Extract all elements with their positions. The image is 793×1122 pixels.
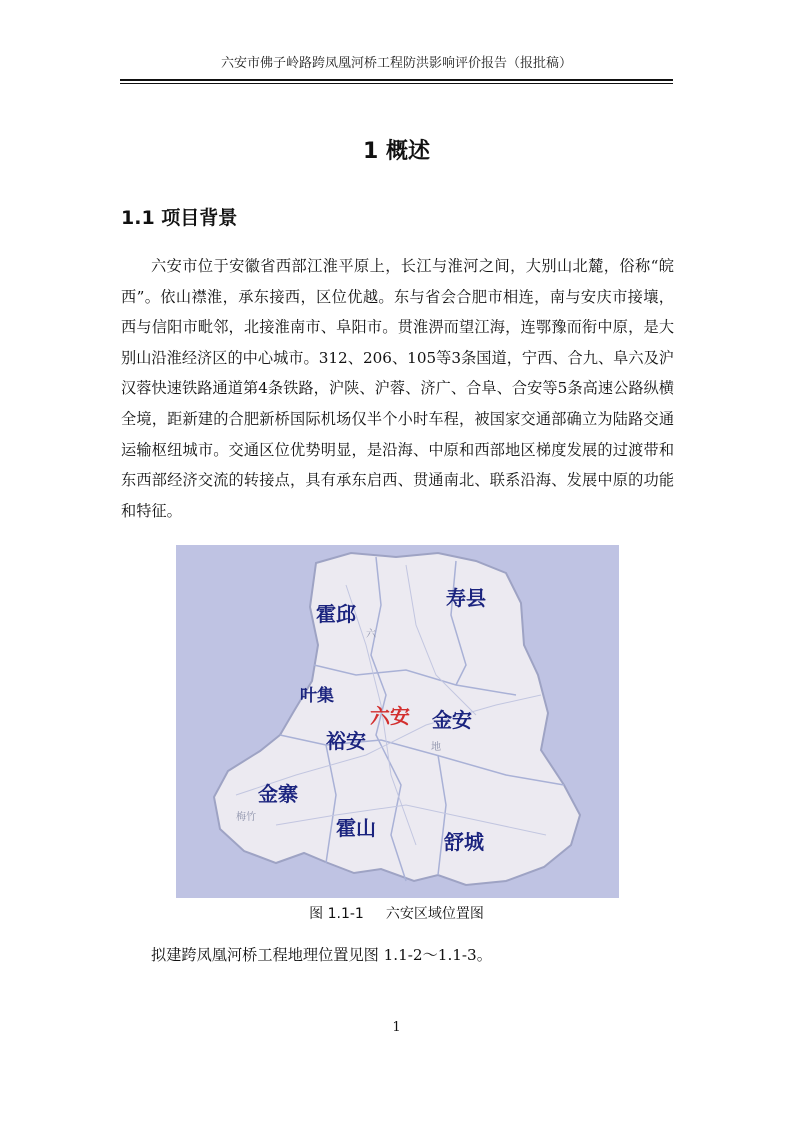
- luan-region-map: [176, 545, 619, 898]
- page-number: 1: [392, 1020, 401, 1035]
- map-faint-label: 六: [366, 629, 376, 640]
- label-yuan: 裕安: [326, 729, 366, 753]
- body-paragraph: 六安市位于安徽省西部江淮平原上，长江与淮河之间，大别山北麓，俗称“皖西”。依山襟淮，承东接西，区位优越。东与省会合肥市相连，南与安庆市接壤，西与信阳市毗邻，北接淮南市、阜阳市。贯淮淠而望江海，连鄂豫而衔中原，是大别山沿淮经济区的中心城市。312、206、105等3条国道，宁西、合九、阜六及沪汉蓉快速铁路通道第4条铁路，沪陕、沪蓉、济广、合阜、合安等5条高速公路纵横全境，距新建的合肥新桥国际机场仅半个小时车程，被国家交通部确立为陆路交通运输枢纽城市。交通区位优势明显，是沿海、中原和西部地区梯度发展的过渡带和东西部经济交流的转接点，具有承东启西、贯通南北、联系沿海、发展中原的功能和特征。: [121, 257, 674, 520]
- figure-title: 六安区域位置图: [385, 906, 484, 922]
- label-yeji: 叶集: [300, 686, 334, 706]
- label-jinzhai: 金寨: [258, 782, 298, 806]
- section-title: 1.1 项目背景: [121, 207, 238, 229]
- label-huoshan: 霍山: [336, 816, 376, 840]
- label-luan: 六安: [370, 704, 410, 728]
- label-shouxian: 寿县: [446, 586, 486, 610]
- map-faint-label: 地: [431, 742, 441, 753]
- figure-number: 图 1.1-1: [309, 906, 364, 922]
- label-shucheng: 舒城: [444, 830, 484, 854]
- header-rule-thick: [120, 79, 673, 81]
- header-rule-thin: [120, 83, 673, 84]
- body-paragraph-container: [121, 251, 674, 526]
- figure-caption: [0, 903, 793, 923]
- label-jinan: 金安: [432, 708, 472, 732]
- map-faint-label: 梅竹: [236, 812, 256, 823]
- figure-reference-text: 拟建跨凤凰河桥工程地理位置见图 1.1-2～1.1-3。: [151, 946, 492, 964]
- chapter-title: 1 概述: [363, 139, 430, 164]
- page-header: 六安市佛子岭路跨凤凰河桥工程防洪影响评价报告（报批稿）: [220, 56, 572, 71]
- label-huoqiu: 霍邱: [316, 602, 356, 626]
